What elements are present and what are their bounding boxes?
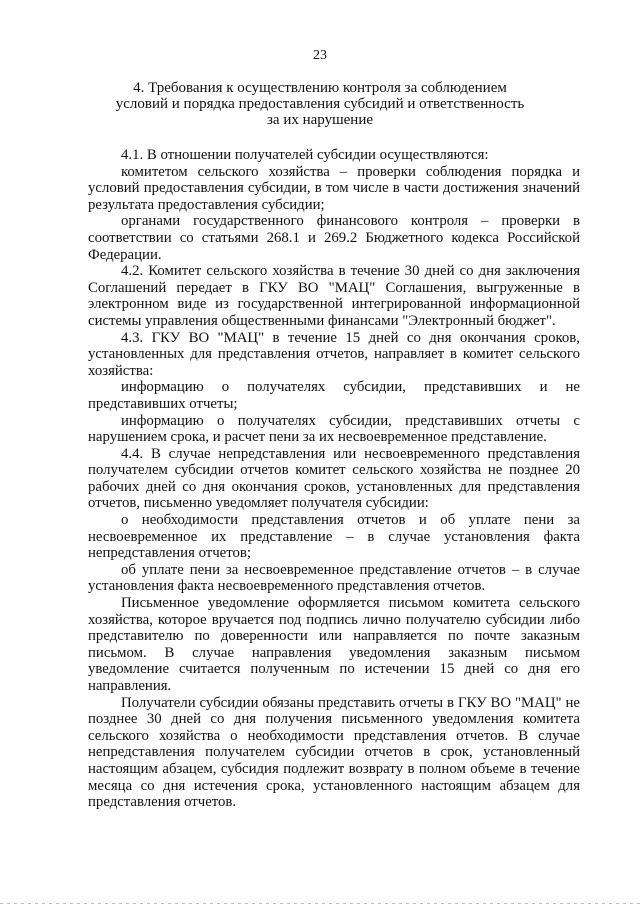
- section-heading-line: 4. Требования к осуществлению контроля за соблюдением: [133, 80, 507, 96]
- paragraph-necessity: о необходимости представления отчетов и об уплате пени за несвоевременное их представление – в случае установления факта непредставления отчетов;: [88, 512, 580, 562]
- section-heading-line: условий и порядка предоставления субсидий и ответственность: [115, 96, 525, 112]
- page-number: 23: [313, 48, 327, 63]
- paragraph-4-4: 4.4. В случае непредставления или несвоевременного представления получателем субсидии отчетов комитет сельского хозяйства не позднее 20 рабочих дней со дня окончания сроков, установленных для представления отчетов, письменно уведомляет получателя субсидии:: [88, 445, 580, 512]
- paragraph-4-2: 4.2. Комитет сельского хозяйства в течение 30 дней со дня заключения Соглашений передает в ГКУ ВО "МАЦ" Соглашения, выгруженные в электронном виде из государственной интегрированной информационной системы управления общественными финансами "Электронный бюджет".: [88, 263, 580, 329]
- paragraph-4-3: 4.3. ГКУ ВО "МАЦ" в течение 15 дней со дня окончания сроков, установленных для представления отчетов, направляет в комитет сельского хозяйства:: [88, 329, 580, 379]
- section-heading: [100, 80, 540, 128]
- paragraph-info-late: информацию о получателях субсидии, представивших отчеты с нарушением срока, и расчет пени за их несвоевременное представление.: [88, 412, 580, 446]
- paragraph-info-recipients: информацию о получателях субсидии, представивших и не представивших отчеты;: [88, 379, 580, 412]
- paragraph-financial-control: органами государственного финансового контроля – проверки в соответствии со статьями 268.1 и 269.2 Бюджетного кодекса Российской Федерации.: [88, 213, 580, 263]
- paragraph-4-1: 4.1. В отношении получателей субсидии осуществляются:: [121, 147, 489, 163]
- paragraph-committee-checks: комитетом сельского хозяйства – проверки соблюдения порядка и условий предоставления субсидии, в том числе в части достижения значений результата предоставления субсидии;: [88, 163, 580, 213]
- paragraph-obligation: Получатели субсидии обязаны представить отчеты в ГКУ ВО "МАЦ" не позднее 30 дней со дня получения письменного уведомления комитета сельского хозяйства о необходимости представления отчетов. В случае непредставления получателем субсидии отчетов в срок, установленный настоящим абзацем, субсидия подлежит возврату в полном объеме в течение месяца со дня истечения срока, установленного настоящим абзацем для представления отчетов.: [88, 694, 580, 811]
- paragraph-written-notice: Письменное уведомление оформляется письмом комитета сельского хозяйства, которое вручается под подпись лично получателю субсидии либо представителю по доверенности или направляется по почте заказным письмом. В случае направления уведомления заказным письмом уведомление считается полученным по истечении 15 дней со дня его направления.: [88, 595, 580, 694]
- document-body: [88, 147, 580, 811]
- scan-edge-line: [0, 903, 640, 904]
- section-heading-line: за их нарушение: [266, 112, 374, 128]
- paragraph-penalty: об уплате пени за несвоевременное представление отчетов – в случае установления факта несвоевременного представления отчетов.: [88, 561, 580, 595]
